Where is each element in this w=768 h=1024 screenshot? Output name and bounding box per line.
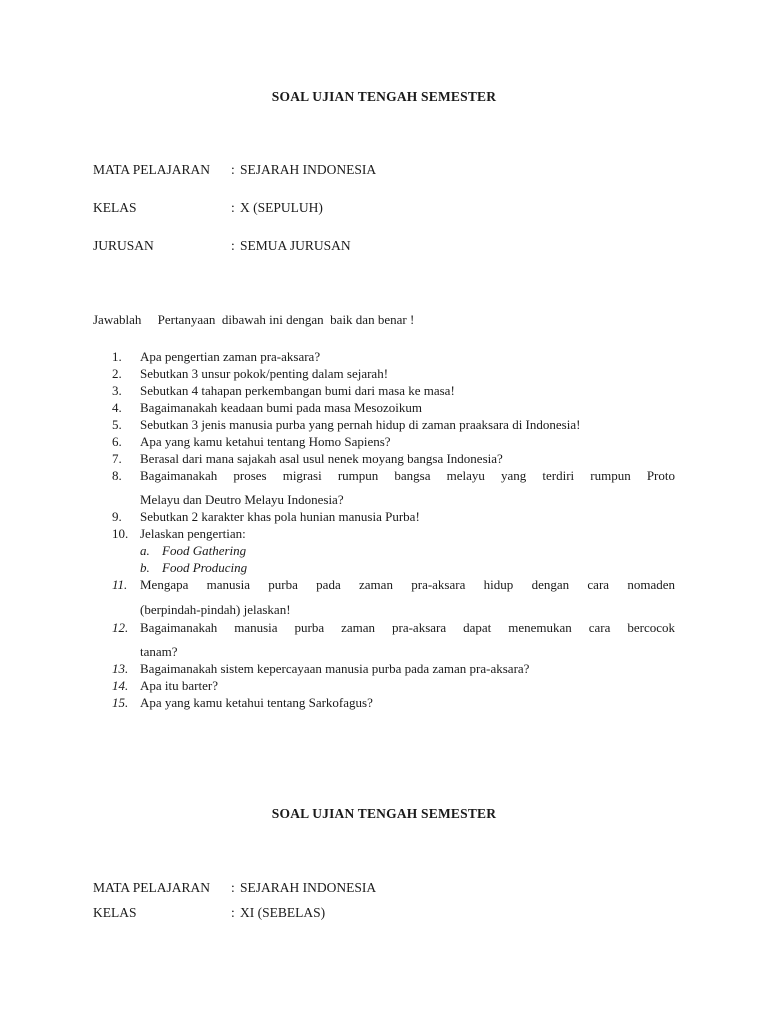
question-item: 5. Sebutkan 3 jenis manusia purba yang pernah hidup di zaman praaksara di Indonesia! bbox=[112, 417, 581, 432]
question-item: 1. Apa pengertian zaman pra-aksara? bbox=[112, 349, 321, 364]
field-mata-pelajaran: MATA PELAJARAN : SEJARAH INDONESIA bbox=[93, 880, 377, 895]
question-continuation: Melayu dan Deutro Melayu Indonesia? bbox=[140, 492, 344, 507]
question-item: 14. Apa itu barter? bbox=[112, 678, 218, 693]
question-item: 15. Apa yang kamu ketahui tentang Sarkofagus? bbox=[112, 695, 373, 710]
field-value: X (SEPULUH) bbox=[240, 200, 323, 215]
question-item: 11. Mengapa manusia purba pada zaman pra-aksara hidup dengan cara nomaden bbox=[112, 577, 675, 592]
question-item: 9. Sebutkan 2 karakter khas pola hunian manusia Purba! bbox=[112, 509, 420, 524]
sub-item: b. Food Producing bbox=[140, 560, 248, 575]
question-item: 10. Jelaskan pengertian: bbox=[112, 526, 246, 541]
question-continuation: (berpindah-pindah) jelaskan! bbox=[140, 602, 291, 617]
question-item: 12. Bagaimanakah manusia purba zaman pra-aksara dapat menemukan cara bercocok bbox=[112, 620, 675, 635]
question-item: 4. Bagaimanakah keadaan bumi pada masa Mesozoikum bbox=[112, 400, 422, 415]
field-kelas: KELAS : X (SEPULUH) bbox=[93, 200, 323, 215]
exam-title: SOAL UJIAN TENGAH SEMESTER bbox=[271, 806, 497, 821]
question-item: 8. Bagaimanakah proses migrasi rumpun bangsa melayu yang terdiri rumpun Proto bbox=[112, 468, 675, 483]
question-item: 7. Berasal dari mana sajakah asal usul nenek moyang bangsa Indonesia? bbox=[112, 451, 503, 466]
field-mata-pelajaran: MATA PELAJARAN : SEJARAH INDONESIA bbox=[93, 162, 377, 177]
field-label: JURUSAN bbox=[93, 238, 154, 253]
field-label: KELAS bbox=[93, 905, 137, 920]
field-value: SEJARAH INDONESIA bbox=[240, 162, 377, 177]
field-value: SEMUA JURUSAN bbox=[240, 238, 351, 253]
field-label: KELAS bbox=[93, 200, 137, 215]
field-label: MATA PELAJARAN bbox=[93, 162, 211, 177]
question-item: 2. Sebutkan 3 unsur pokok/penting dalam sejarah! bbox=[112, 366, 389, 381]
exam-title: SOAL UJIAN TENGAH SEMESTER bbox=[271, 89, 497, 104]
question-item: 6. Apa yang kamu ketahui tentang Homo Sapiens? bbox=[112, 434, 391, 449]
question-continuation: tanam? bbox=[140, 644, 178, 659]
field-value: XI (SEBELAS) bbox=[240, 905, 326, 920]
field-kelas: KELAS : XI (SEBELAS) bbox=[93, 905, 326, 920]
instruction-text: Jawablah Pertanyaan dibawah ini dengan baik dan benar ! bbox=[93, 312, 415, 327]
question-item: 3. Sebutkan 4 tahapan perkembangan bumi dari masa ke masa! bbox=[112, 383, 455, 398]
field-label: MATA PELAJARAN bbox=[93, 880, 211, 895]
sub-item: a. Food Gathering bbox=[140, 543, 247, 558]
field-jurusan: JURUSAN : SEMUA JURUSAN bbox=[93, 238, 351, 253]
question-item: 13. Bagaimanakah sistem kepercayaan manusia purba pada zaman pra-aksara? bbox=[112, 661, 530, 676]
field-value: SEJARAH INDONESIA bbox=[240, 880, 377, 895]
